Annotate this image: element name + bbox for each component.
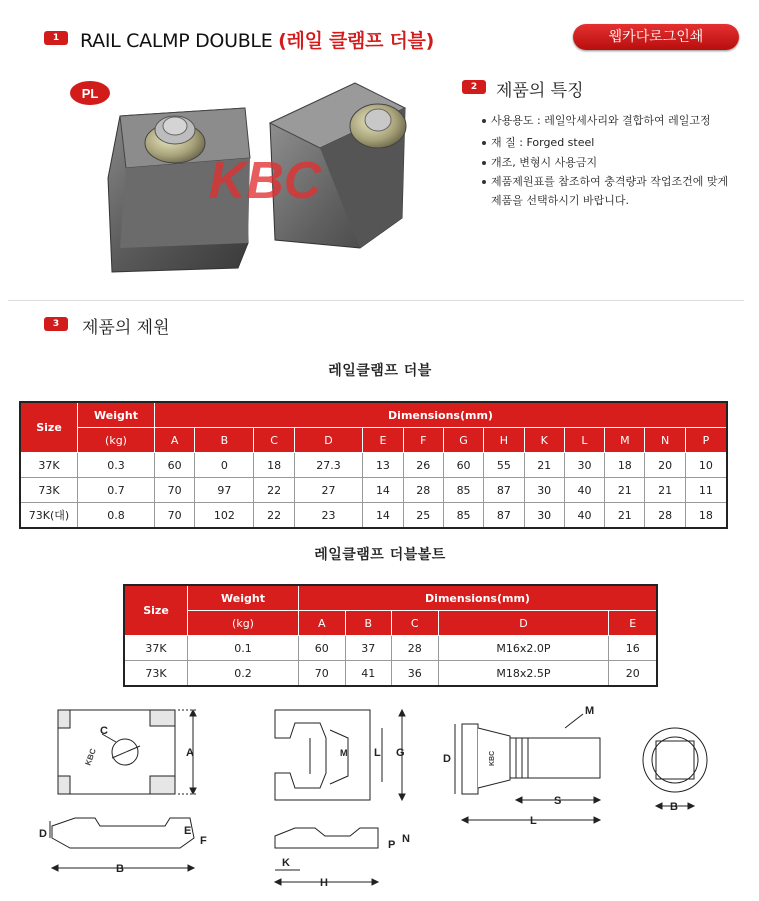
- dimensions-header: Dimensions(mm): [155, 402, 728, 428]
- section-divider: [8, 300, 744, 301]
- dim-g-label: G: [396, 747, 405, 759]
- dim-col-h: H: [484, 428, 524, 453]
- size-cell: 73K(대): [20, 503, 78, 529]
- dim-col-p: P: [685, 428, 727, 453]
- weight-cell: 0.2: [188, 661, 299, 687]
- dim-cell: 97: [195, 478, 254, 503]
- weight-cell: 0.1: [188, 636, 299, 661]
- dim-cell: 37: [345, 636, 392, 661]
- dim-cell: 36: [392, 661, 439, 687]
- dim-cell: 18: [605, 453, 645, 478]
- dim-cell: 22: [254, 503, 294, 529]
- dim-cell: 41: [345, 661, 392, 687]
- web-catalog-print-button[interactable]: 웹카다로그인쇄: [573, 24, 739, 50]
- dim-cell: M16x2.0P: [438, 636, 609, 661]
- dim-l-label: L: [374, 747, 381, 759]
- technical-drawings: [30, 698, 759, 897]
- dim-cell: 85: [443, 503, 483, 529]
- dim-cell: 18: [254, 453, 294, 478]
- size-cell: 37K: [20, 453, 78, 478]
- dim-cell: 55: [484, 453, 524, 478]
- dim-cell: 23: [294, 503, 363, 529]
- dim-k-label: K: [282, 857, 290, 869]
- dim-bolt-m-label: M: [585, 705, 595, 717]
- feature-item-selection: 제품제원표를 참조하여 충격량과 작업조건에 맞게: [482, 173, 728, 189]
- dim-cell: 60: [443, 453, 483, 478]
- specs-title: 제품의 제원: [82, 318, 170, 338]
- dim-n-label: N: [402, 833, 410, 845]
- dim-col-c: C: [254, 428, 294, 453]
- dim-cell: 40: [564, 503, 604, 529]
- dim-c-label: C: [100, 725, 108, 737]
- dim-cell: 11: [685, 478, 727, 503]
- weight-cell: 0.3: [78, 453, 155, 478]
- clamp-side-view: [39, 818, 207, 875]
- dim-d-label: D: [39, 828, 47, 840]
- kbc-stamp: KBC: [83, 747, 98, 767]
- bolt-head-view: [643, 728, 707, 813]
- product-photo: [60, 68, 460, 288]
- feature-item-material: 재 질 : Forged steel: [482, 134, 594, 150]
- dim-cell: 14: [363, 503, 403, 529]
- dim-bolt-d-label: D: [443, 753, 451, 765]
- dim-cell: 13: [363, 453, 403, 478]
- dim-col-k: K: [524, 428, 564, 453]
- dim-cell: 28: [403, 478, 443, 503]
- table-row: [124, 636, 657, 661]
- dim-cell: 27.3: [294, 453, 363, 478]
- dim-cell: 87: [484, 503, 524, 529]
- size-cell: 73K: [124, 661, 188, 687]
- bullet-icon: [482, 119, 486, 123]
- dim-col-a: A: [155, 428, 195, 453]
- dim-cell: 16: [609, 636, 657, 661]
- dim-bolt-b-label: B: [670, 801, 678, 813]
- feature-item-usage: 사용용도 : 레일악세사리와 결합하여 레일고정: [482, 112, 711, 128]
- dim-cell: 70: [155, 503, 195, 529]
- dim-col-f: F: [403, 428, 443, 453]
- bullet-icon: [482, 180, 486, 184]
- table-row: [20, 453, 727, 478]
- title-en: RAIL CALMP DOUBLE: [80, 30, 273, 52]
- dim-m-label: M: [340, 748, 348, 758]
- page-title: [80, 26, 434, 53]
- dim-cell: 20: [609, 661, 657, 687]
- section-number-1: 1: [44, 31, 68, 45]
- dim-b-label: B: [116, 863, 124, 875]
- dim-cell: 30: [524, 478, 564, 503]
- bullet-icon: [482, 141, 486, 145]
- dim-cell: 26: [403, 453, 443, 478]
- dim-cell: 40: [564, 478, 604, 503]
- dim-cell: 28: [645, 503, 685, 529]
- dim-bolt-l-label: L: [530, 815, 537, 827]
- weight-cell: 0.7: [78, 478, 155, 503]
- clamp-top-view: [58, 710, 198, 794]
- size-header: Size: [124, 585, 188, 636]
- dim-col-c: C: [392, 611, 439, 636]
- dim-cell: 85: [443, 478, 483, 503]
- table-row: [20, 503, 727, 529]
- dim-cell: 28: [392, 636, 439, 661]
- dim-e-label: E: [184, 825, 192, 837]
- feature-item-selection-cont: 제품을 선택하시기 바랍니다.: [491, 194, 630, 207]
- dim-cell: 22: [254, 478, 294, 503]
- dim-cell: 70: [299, 661, 346, 687]
- table2-caption: 레일클램프 더블볼트: [314, 547, 446, 563]
- dim-cell: 21: [524, 453, 564, 478]
- size-cell: 37K: [124, 636, 188, 661]
- dim-cell: 60: [155, 453, 195, 478]
- dim-col-e: E: [609, 611, 657, 636]
- section-number-3: 3: [44, 317, 68, 331]
- dim-cell: 70: [155, 478, 195, 503]
- dim-cell: 21: [605, 478, 645, 503]
- dim-f-label: F: [200, 835, 207, 847]
- dim-col-d: D: [438, 611, 609, 636]
- dim-p-label: P: [388, 839, 396, 851]
- clamp-u-side-view: [275, 828, 410, 889]
- dim-cell: 25: [403, 503, 443, 529]
- dim-cell: 18: [685, 503, 727, 529]
- dim-col-l: L: [564, 428, 604, 453]
- dim-cell: 30: [564, 453, 604, 478]
- dim-col-d: D: [294, 428, 363, 453]
- dim-cell: 21: [645, 478, 685, 503]
- dim-cell: 0: [195, 453, 254, 478]
- weight-header: Weight: [188, 585, 299, 611]
- dim-bolt-s-label: S: [554, 795, 562, 807]
- section-number-2: 2: [462, 80, 486, 94]
- dim-col-g: G: [443, 428, 483, 453]
- dim-cell: 20: [645, 453, 685, 478]
- bullet-icon: [482, 161, 486, 165]
- dim-cell: 27: [294, 478, 363, 503]
- features-title: 제품의 특징: [496, 81, 584, 101]
- clamp-u-view: [275, 710, 405, 800]
- weight-unit: (kg): [78, 428, 155, 453]
- dim-h-label: H: [320, 877, 328, 889]
- dim-col-n: N: [645, 428, 685, 453]
- pl-logo-badge: PL: [81, 86, 99, 101]
- dim-cell: 87: [484, 478, 524, 503]
- dim-col-b: B: [195, 428, 254, 453]
- weight-header: Weight: [78, 402, 155, 428]
- weight-cell: 0.8: [78, 503, 155, 529]
- dim-cell: 30: [524, 503, 564, 529]
- dim-col-b: B: [345, 611, 392, 636]
- bolt-kbc-stamp: KBC: [489, 750, 496, 766]
- size-header: Size: [20, 402, 78, 453]
- rail-clamp-double-table: [19, 401, 728, 529]
- rail-clamp-double-bolt-table: [123, 584, 658, 687]
- dim-cell: 60: [299, 636, 346, 661]
- bolt-side-view: [443, 705, 600, 827]
- weight-unit: (kg): [188, 611, 299, 636]
- size-cell: 73K: [20, 478, 78, 503]
- kbc-watermark: KBC: [208, 152, 322, 210]
- title-kr: (레일 클램프 더블): [278, 30, 434, 52]
- table-row: [20, 478, 727, 503]
- dim-cell: 10: [685, 453, 727, 478]
- dim-a-label: A: [186, 747, 194, 759]
- dim-cell: 14: [363, 478, 403, 503]
- table1-caption: 레일클램프 더블: [328, 363, 432, 379]
- dim-cell: 102: [195, 503, 254, 529]
- dim-cell: 21: [605, 503, 645, 529]
- dim-cell: M18x2.5P: [438, 661, 609, 687]
- feature-item-warning: 개조, 변형시 사용금지: [482, 154, 597, 170]
- dim-col-m: M: [605, 428, 645, 453]
- dim-col-a: A: [299, 611, 346, 636]
- table-row: [124, 661, 657, 687]
- dim-col-e: E: [363, 428, 403, 453]
- dimensions-header: Dimensions(mm): [299, 585, 658, 611]
